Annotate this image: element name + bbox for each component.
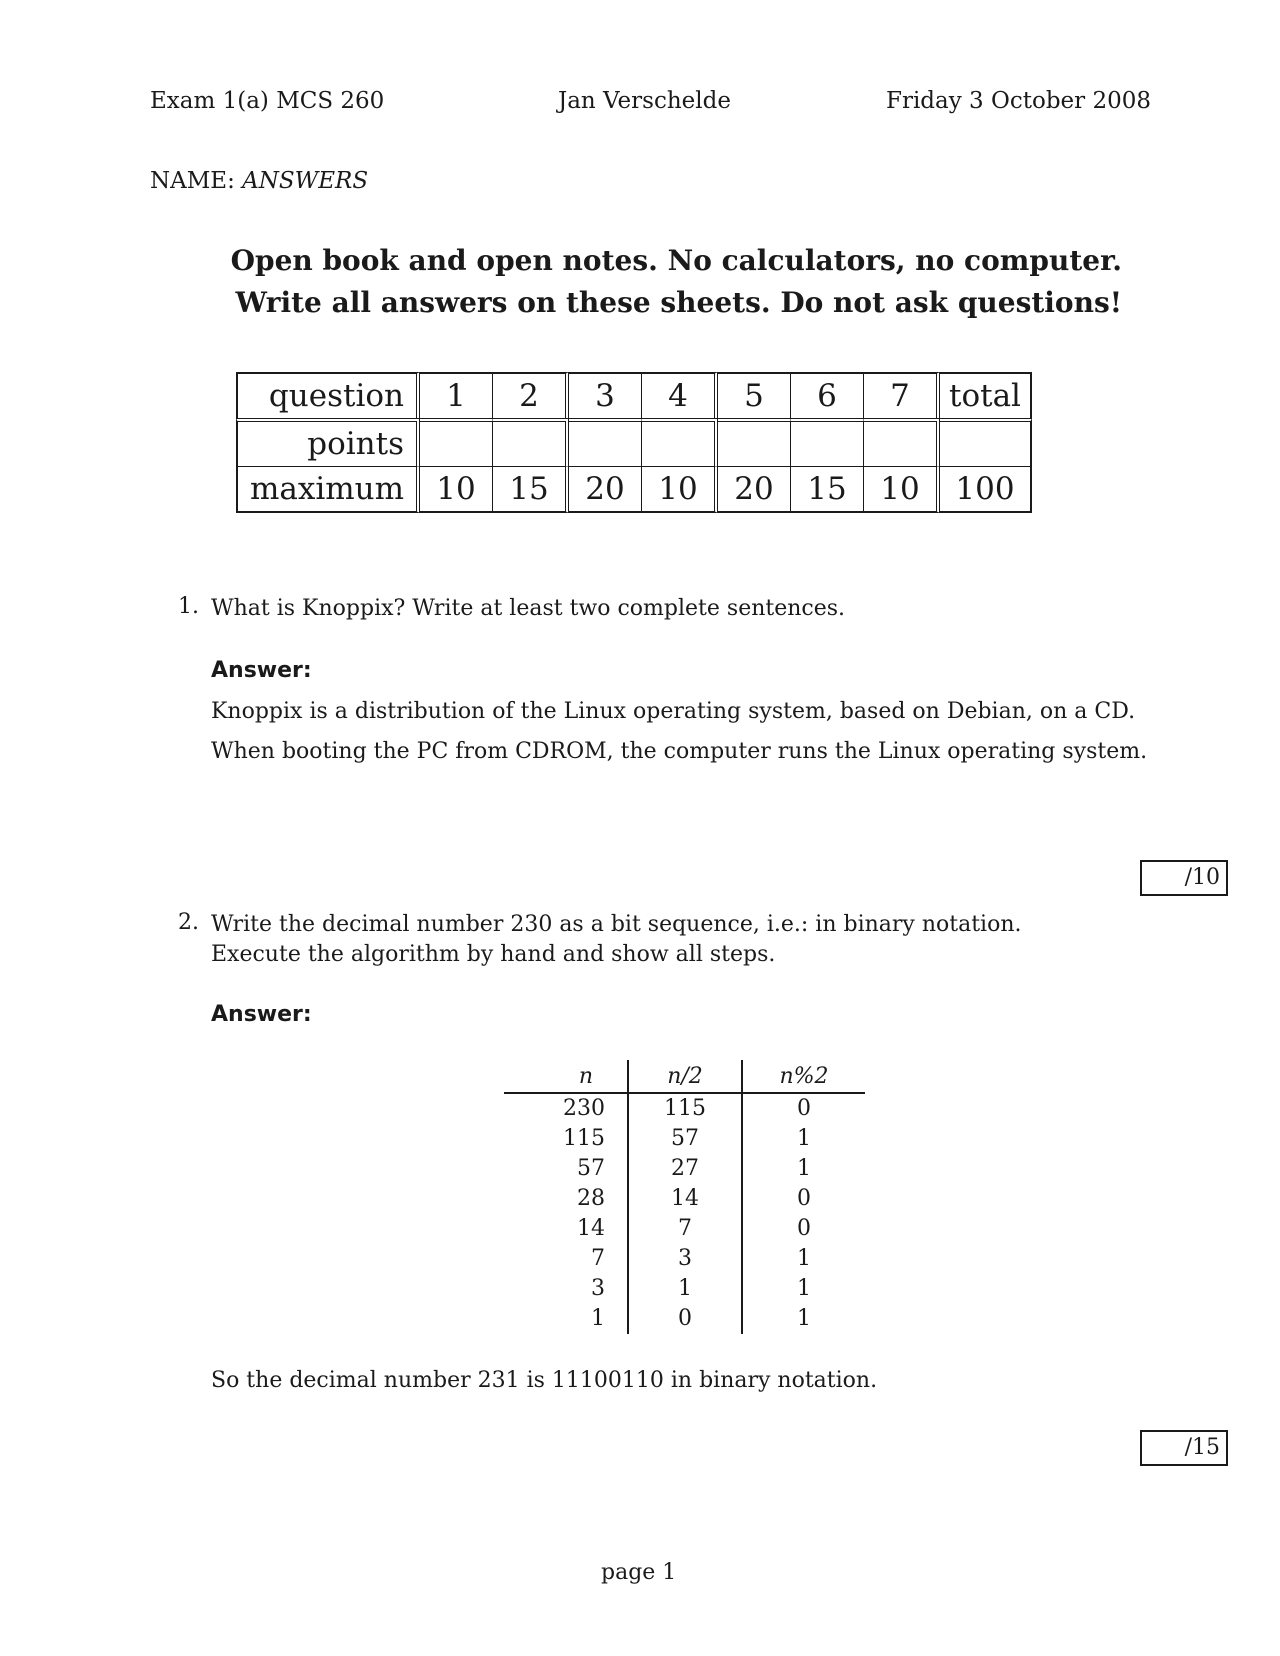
question-number: 4 — [642, 372, 718, 418]
q1-answer-line: When booting the PC from CDROM, the computer runs the Linux operating system. — [211, 739, 1148, 764]
maximum-cell: 10 — [642, 466, 718, 513]
table-cell: 1 — [797, 1126, 811, 1151]
col-header-n: n — [504, 1060, 628, 1093]
table-cell: 27 — [628, 1154, 742, 1184]
q2-score-box: /15 — [1140, 1430, 1228, 1466]
table-row — [504, 1214, 865, 1244]
q2-answer-label: Answer: — [211, 1002, 312, 1027]
name-label: NAME: — [150, 168, 235, 194]
binary-table-header — [504, 1060, 865, 1093]
points-cell — [718, 418, 791, 466]
question-total: total — [940, 372, 1032, 418]
table-row — [504, 1274, 865, 1304]
row-label: points — [236, 418, 420, 466]
question-number: 1 — [420, 372, 493, 418]
q2-text-line: Write the decimal number 230 as a bit sequence, i.e.: in binary notation. — [211, 912, 1022, 937]
instructions-line-1: Open book and open notes. No calculators, no computer. — [230, 244, 1122, 277]
maximum-cell: 15 — [493, 466, 569, 513]
table-row — [504, 1093, 865, 1124]
instructions-line-2: Write all answers on these sheets. Do not ask questions! — [235, 286, 1122, 319]
table-cell: 14 — [628, 1184, 742, 1214]
q1-number: 1. — [178, 594, 199, 619]
table-cell: 0 — [797, 1186, 811, 1211]
points-total — [940, 418, 1032, 466]
binary-conversion-table — [504, 1060, 865, 1334]
binary-table-body — [504, 1093, 865, 1334]
table-cell: 3 — [628, 1244, 742, 1274]
table-cell: 57 — [504, 1154, 628, 1184]
points-cell — [493, 418, 569, 466]
table-cell: 3 — [504, 1274, 628, 1304]
table-row — [504, 1184, 865, 1214]
maximum-cell: 10 — [420, 466, 493, 513]
name-value: ANSWERS — [242, 168, 369, 194]
name-line — [150, 168, 368, 194]
table-cell: 115 — [628, 1093, 742, 1124]
points-cell — [791, 418, 864, 466]
maximum-cell: 20 — [569, 466, 642, 513]
table-cell: 7 — [504, 1244, 628, 1274]
q1-score-box: /10 — [1140, 860, 1228, 896]
table-cell: 1 — [504, 1304, 628, 1334]
points-cell — [642, 418, 718, 466]
maximum-cell: 20 — [718, 466, 791, 513]
table-cell: 230 — [504, 1093, 628, 1124]
q2-number: 2. — [178, 910, 199, 935]
question-number: 5 — [718, 372, 791, 418]
header-course: Exam 1(a) MCS 260 — [150, 88, 385, 114]
col-header-half: n/2 — [628, 1060, 742, 1093]
q1-answer-body — [211, 692, 1147, 772]
table-cell: 14 — [504, 1214, 628, 1244]
q2-text-line: Execute the algorithm by hand and show all steps. — [211, 942, 776, 967]
maximum-total: 100 — [940, 466, 1032, 513]
table-cell: 0 — [797, 1216, 811, 1241]
score-row-maximum — [236, 466, 1032, 513]
header-author: Jan Verschelde — [558, 88, 731, 114]
q2-text — [211, 910, 1022, 970]
table-cell: 1 — [797, 1246, 811, 1271]
table-cell: 0 — [797, 1096, 811, 1121]
header-date: Friday 3 October 2008 — [886, 88, 1151, 114]
table-cell: 115 — [504, 1124, 628, 1154]
table-row — [504, 1304, 865, 1334]
question-number: 6 — [791, 372, 864, 418]
col-header-mod: n%2 — [742, 1060, 865, 1093]
table-cell: 57 — [628, 1124, 742, 1154]
maximum-cell: 10 — [864, 466, 940, 513]
q1-text: What is Knoppix? Write at least two complete sentences. — [211, 596, 846, 621]
table-cell: 1 — [797, 1276, 811, 1301]
row-label: maximum — [236, 466, 420, 513]
table-cell: 1 — [797, 1156, 811, 1181]
points-cell — [864, 418, 940, 466]
maximum-cell: 15 — [791, 466, 864, 513]
table-cell: 1 — [628, 1274, 742, 1304]
question-number: 2 — [493, 372, 569, 418]
page-number: page 1 — [601, 1560, 677, 1585]
table-cell: 1 — [797, 1306, 811, 1331]
table-cell: 7 — [628, 1214, 742, 1244]
points-cell — [569, 418, 642, 466]
score-row-question — [236, 372, 1032, 418]
row-label: question — [236, 372, 420, 418]
q1-answer-label: Answer: — [211, 658, 312, 683]
table-cell: 0 — [628, 1304, 742, 1334]
q2-conclusion: So the decimal number 231 is 11100110 in binary notation. — [211, 1368, 878, 1393]
points-cell — [420, 418, 493, 466]
question-number: 7 — [864, 372, 940, 418]
q1-answer-line: Knoppix is a distribution of the Linux operating system, based on Debian, on a CD. — [211, 699, 1136, 724]
table-row — [504, 1154, 865, 1184]
table-row — [504, 1124, 865, 1154]
question-number: 3 — [569, 372, 642, 418]
table-cell: 28 — [504, 1184, 628, 1214]
score-table — [236, 372, 1032, 513]
score-row-points — [236, 418, 1032, 466]
table-row — [504, 1244, 865, 1274]
